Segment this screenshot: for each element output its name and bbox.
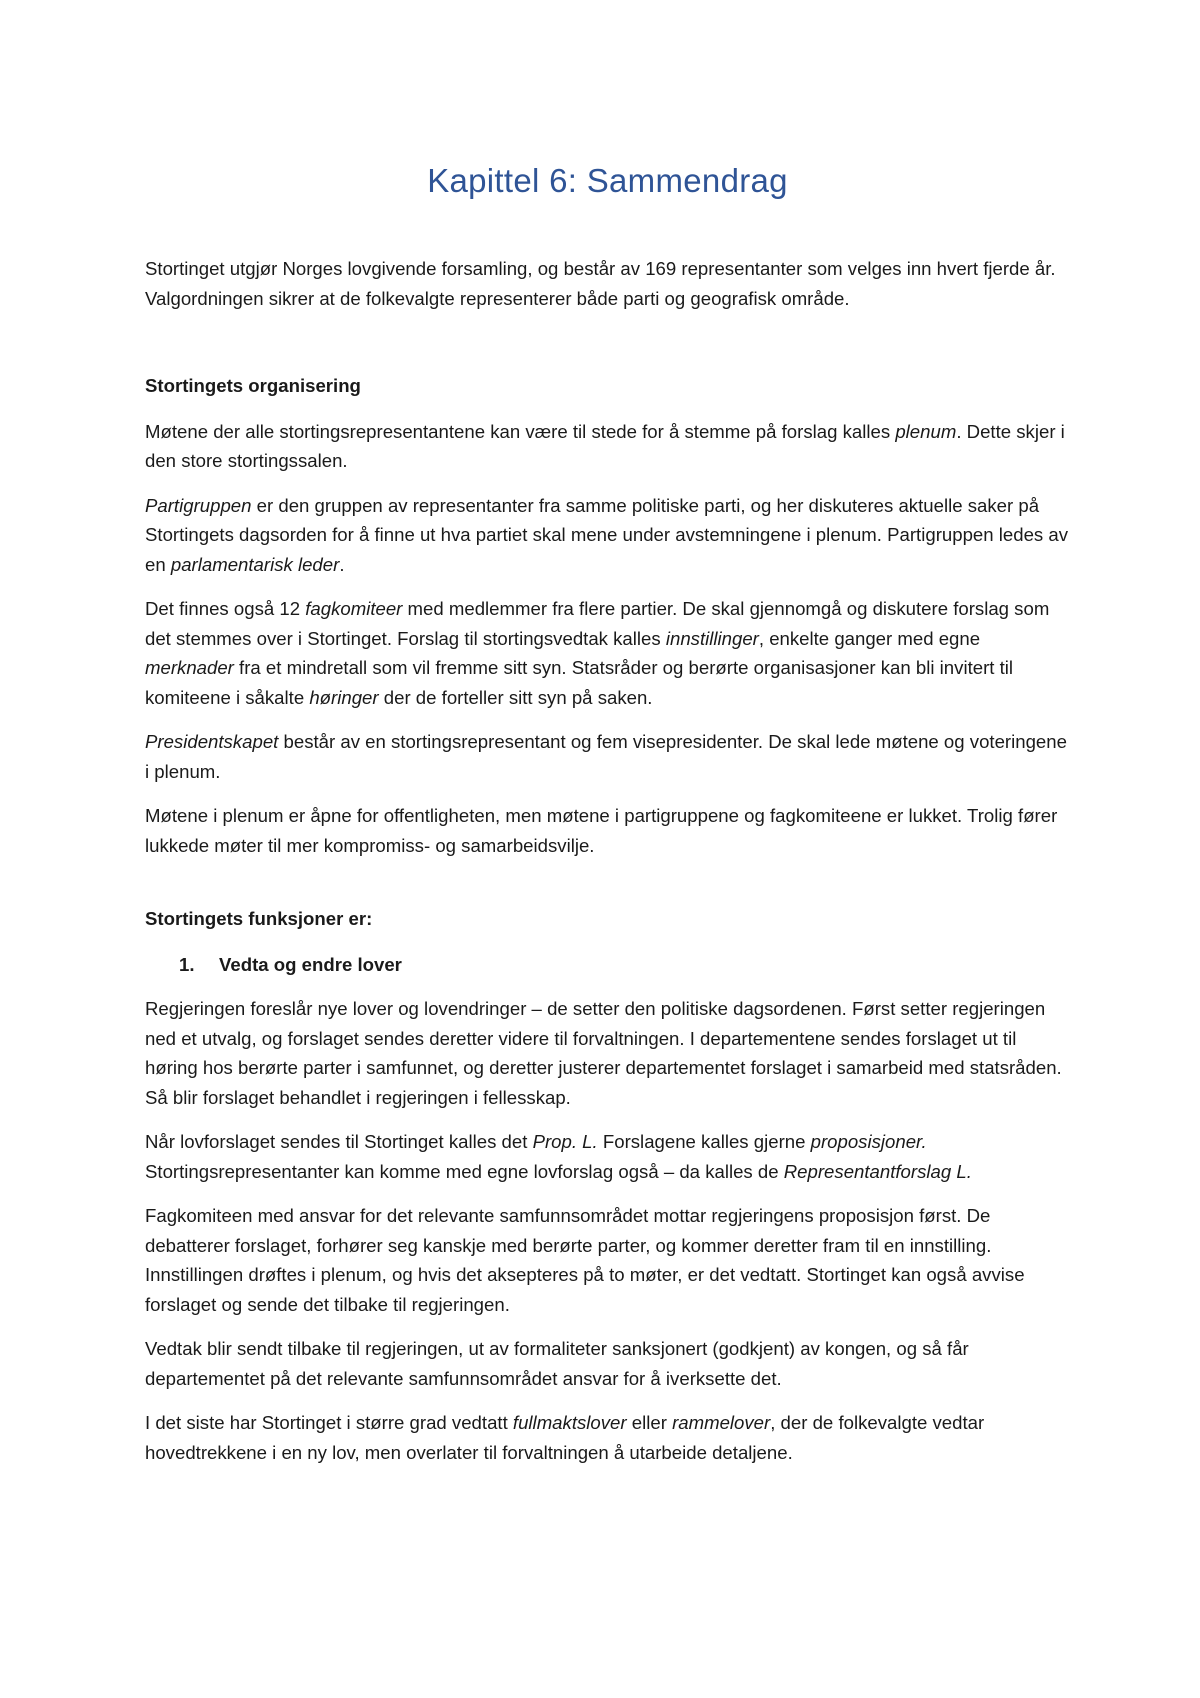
term-representantforslag: Representantforslag L. bbox=[783, 1160, 972, 1182]
paragraph-lovforslag: Når lovforslaget sendes til Stortinget kalles det Prop. L. Forslagene kalles gjerne proposisjoner. Stortingsrepresentanter kan komme med egne lovforslag også – da kalles de Representantforslag L. bbox=[145, 1131, 972, 1182]
list-number: 1. bbox=[179, 953, 195, 975]
list-item bbox=[145, 950, 1070, 980]
term-parlamentarisk-leder: parlamentarisk leder bbox=[170, 553, 340, 575]
section-heading-funksjoner: Stortingets funksjoner er: bbox=[145, 908, 373, 929]
term-fullmaktslover: fullmaktslover bbox=[512, 1412, 627, 1433]
paragraph-fagkomiteer: Det finnes også 12 fagkomiteer med medlemmer fra flere partier. De skal gjennomgå og diskutere forslag som det stemmes over i Stortinget. Forslag til stortingsvedtak kalles innstillinger, enkelte ganger med egne merknader fra et mindretall som vil fremme sitt syn. Statsråder og berørte organisasjoner kan bli invitert til komiteene i såkalte høringer der de forteller sitt syn på saken. bbox=[145, 598, 1050, 708]
term-merknader: merknader bbox=[145, 657, 234, 678]
paragraph-plenum: Møtene der alle stortingsrepresentantene kan være til stede for å stemme på forslag kalles plenum. Dette skjer i den store stortingssalen. bbox=[145, 420, 1065, 471]
paragraph-vedtak: Vedtak blir sendt tilbake til regjeringen, ut av formaliteter sanksjonert (godkjent) av kongen, og så får departementet på det relevante samfunnsområdet ansvar for å iverksette det. bbox=[145, 1338, 969, 1389]
paragraph-presidentskapet: Presidentskapet består av en stortingsrepresentant og fem visepresidenter. De skal lede møtene og voteringene i plenum. bbox=[145, 731, 1067, 782]
document-body bbox=[145, 254, 1070, 1482]
term-rammelover: rammelover bbox=[672, 1412, 771, 1433]
term-proposisjoner: proposisjoner. bbox=[810, 1131, 927, 1152]
term-fagkomiteer: fagkomiteer bbox=[305, 598, 403, 619]
functions-list bbox=[145, 950, 1070, 980]
paragraph-apne-moter: Møtene i plenum er åpne for offentligheten, men møtene i partigruppene og fagkomiteene er lukket. Trolig fører lukkede møter til mer kompromiss- og samarbeidsvilje. bbox=[145, 805, 1058, 856]
page-title: Kapittel 6: Sammendrag bbox=[427, 162, 788, 199]
term-prop-l: Prop. L. bbox=[532, 1131, 598, 1152]
paragraph-fullmaktslover: I det siste har Stortinget i større grad vedtatt fullmaktslover eller rammelover, der de folkevalgte vedtar hovedtrekkene i en ny lov, men overlater til forvaltningen å utarbeide detaljene. bbox=[145, 1412, 985, 1463]
term-presidentskapet: Presidentskapet bbox=[145, 731, 279, 752]
term-partigruppen: Partigruppen bbox=[145, 494, 252, 516]
term-innstillinger: innstillinger bbox=[665, 627, 759, 649]
list-label: Vedta og endre lover bbox=[219, 953, 402, 975]
section-heading-organisering: Stortingets organisering bbox=[145, 375, 361, 396]
paragraph-partigruppen: Partigruppen er den gruppen av representanter fra samme politiske parti, og her diskuteres aktuelle saker på Stortingets dagsorden for å finne ut hva partiet skal mene under avstemningene i plenum. Partigruppen ledes av en parlamentarisk leder. bbox=[145, 494, 1069, 575]
term-plenum: plenum bbox=[895, 420, 957, 442]
paragraph-regjeringen: Regjeringen foreslår nye lover og lovendringer – de setter den politiske dagsordenen. Først setter regjeringen ned et utvalg, og forslaget sendes deretter videre til forvaltningen. I departementene sendes forslaget ut til høring hos berørte parter i samfunnet, og deretter justerer departementet forslaget i samarbeid med statsråden. Så blir forslaget behandlet i regjeringen i fellesskap. bbox=[145, 998, 1062, 1108]
intro-paragraph: Stortinget utgjør Norges lovgivende forsamling, og består av 169 representanter som velges inn hvert fjerde år. Valgordningen sikrer at de folkevalgte representerer både parti og geografisk område. bbox=[145, 258, 1056, 309]
term-horinger: høringer bbox=[309, 686, 379, 708]
paragraph-fagkomiteen: Fagkomiteen med ansvar for det relevante samfunnsområdet mottar regjeringens proposisjon først. De debatterer forslaget, forhører seg kanskje med berørte parter, og kommer deretter fram til en innstilling. Innstillingen drøftes i plenum, og hvis det aksepteres på to møter, er det vedtatt. Stortinget kan også avvise forslaget og sende det tilbake til regjeringen. bbox=[145, 1205, 1025, 1315]
